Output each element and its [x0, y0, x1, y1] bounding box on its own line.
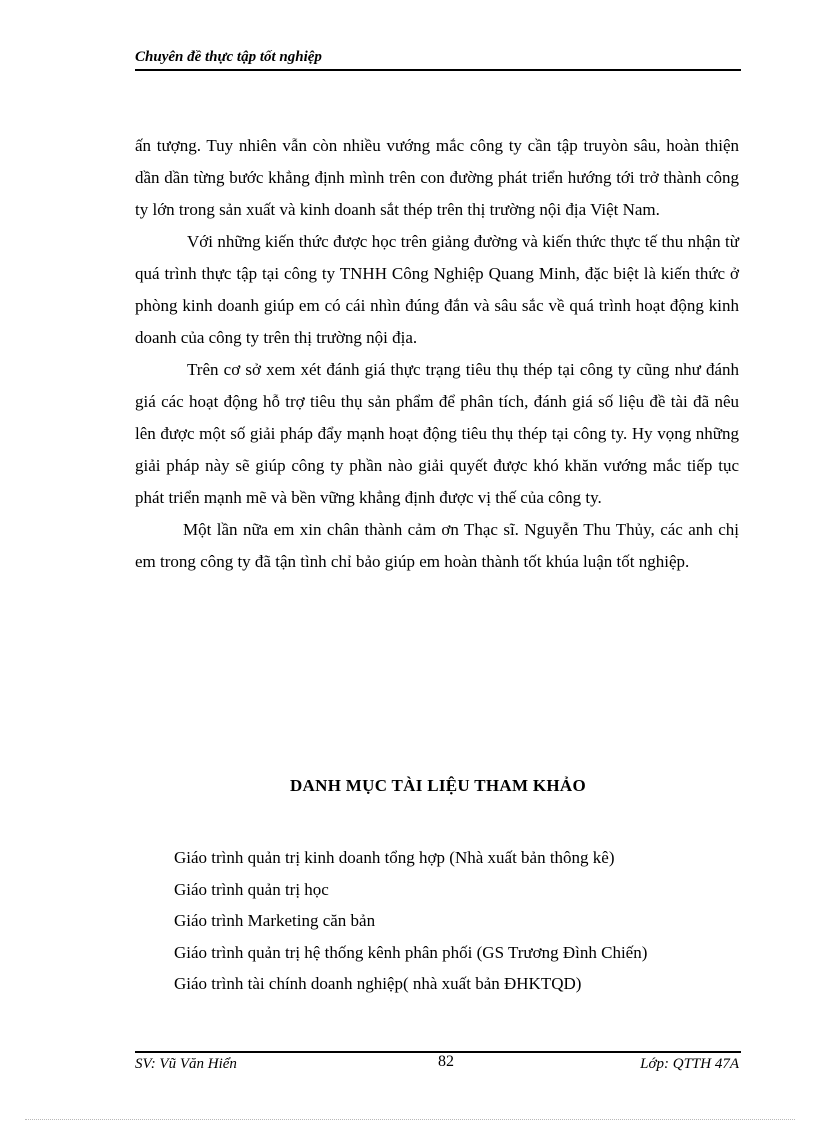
paragraph-1: ấn tượng. Tuy nhiên vẫn còn nhiều vướng mắc công ty cần tập truyòn sâu, hoàn thiện dần dần từng bước khẳng định mình trên con đường phát triển hướng tới trở thành công ty lớn trong sản xuất và kinh doanh sắt thép trên thị trường nội địa Việt Nam.	[135, 136, 739, 219]
paragraph-4: Một lần nữa em xin chân thành cảm ơn Thạc sĩ. Nguyễn Thu Thủy, các anh chị em trong công ty đã tận tình chỉ bảo giúp em hoàn thành tốt khúa luận tốt nghiệp.	[135, 520, 739, 571]
page-number: 82	[438, 1053, 454, 1070]
reference-item: Giáo trình quản trị hệ thống kênh phân phối (GS Trương Đình Chiến)	[174, 942, 648, 962]
footer-class-label: Lớp: QTTH 47A	[640, 1056, 739, 1072]
references-heading: DANH MỤC TÀI LIỆU THAM KHẢO	[289, 776, 587, 795]
reference-item: Giáo trình quản trị kinh doanh tổng hợp (Nhà xuất bản thông kê)	[174, 848, 615, 867]
references-list	[174, 842, 647, 1000]
reference-item: Giáo trình Marketing căn bản	[174, 911, 376, 930]
paragraph-2: Với những kiến thức được học trên giảng đường và kiến thức thực tế thu nhận từ quá trình thực tập tại công ty TNHH Công Nghiệp Quang Minh, đặc biệt là kiến thức ở phòng kinh doanh giúp em có cái nhìn đúng đắn và sâu sắc về quá trình hoạt động kinh doanh của công ty trên thị trường nội địa.	[135, 232, 739, 347]
footer-student-name: SV: Vũ Văn Hiển	[135, 1056, 237, 1072]
document-header-title: Chuyên đề thực tập tốt nghiệp	[135, 49, 322, 65]
body-text	[135, 130, 739, 578]
reference-item: Giáo trình tài chính doanh nghiệp( nhà xuất bản ĐHKTQD)	[174, 974, 582, 993]
reference-item: Giáo trình quản trị học	[174, 879, 329, 899]
paragraph-3: Trên cơ sở xem xét đánh giá thực trạng tiêu thụ thép tại công ty cũng như đánh giá các hoạt động hỗ trợ tiêu thụ sản phẩm để phân tích, đánh giá số liệu đề tài đã nêu lên được một số giải pháp đẩy mạnh hoạt động tiêu thụ thép tại công ty. Hy vọng những giải pháp này sẽ giúp công ty phần nào giải quyết được khó khăn vướng mắc tiếp tục phát triển mạnh mẽ và bền vững khẳng định được vị thế của công ty.	[135, 360, 739, 507]
header-divider	[135, 69, 741, 71]
page-bottom-edge	[25, 1119, 795, 1120]
